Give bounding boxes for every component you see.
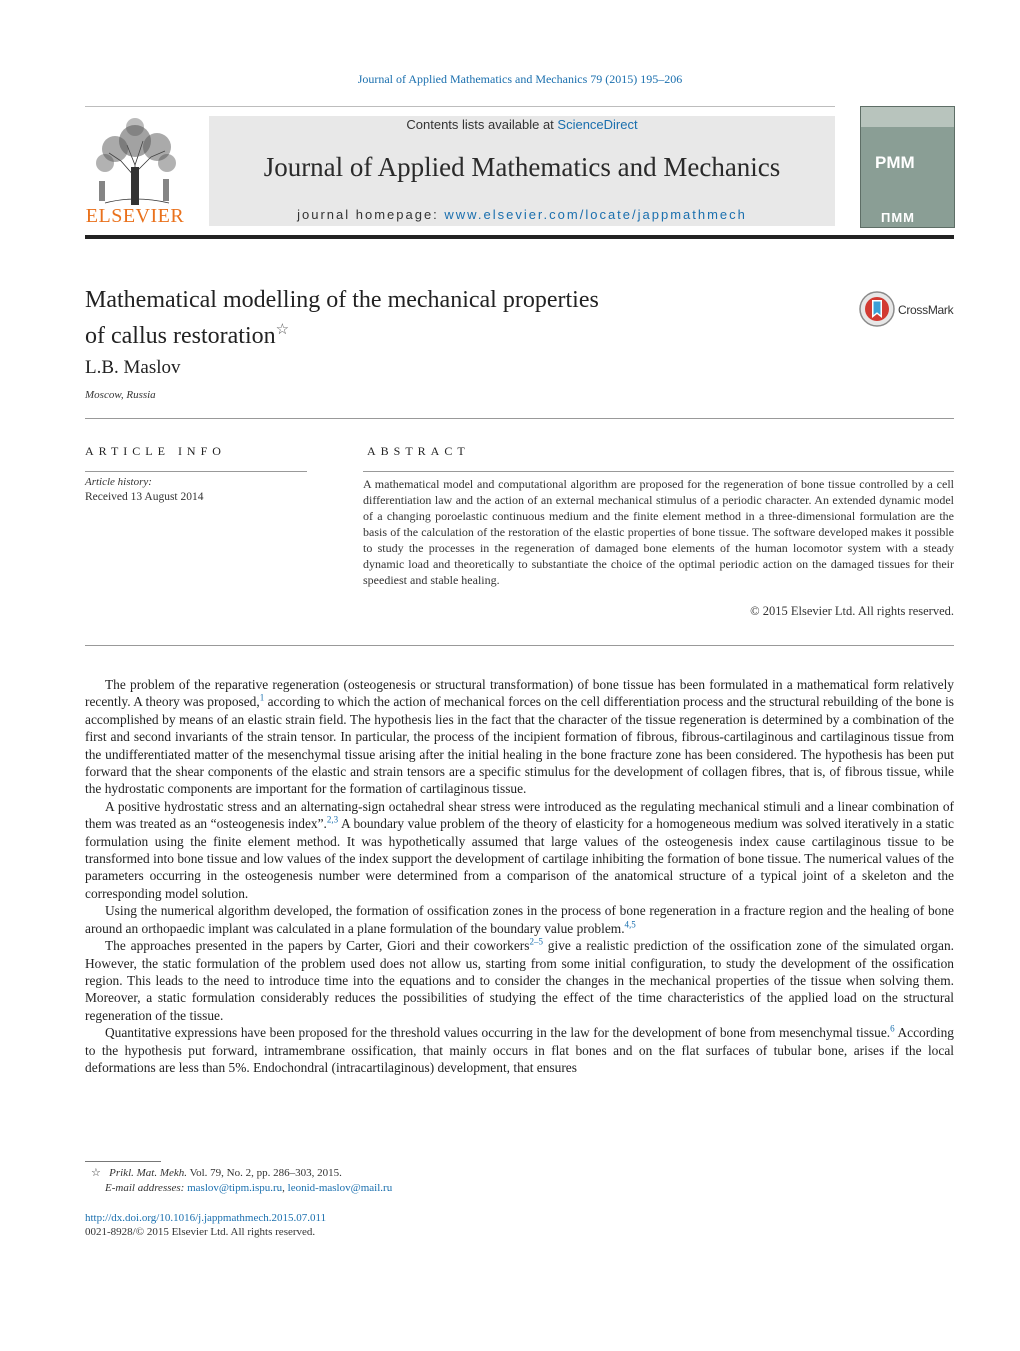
body-paragraph <box>85 798 954 902</box>
citation-ref[interactable]: 2–5 <box>529 936 543 947</box>
paragraph-text: A positive hydrostatic stress and an alternating-sign octahedral shear stress were introduced as the regulating mechanical stimuli and a linear combination of them was treated as an “osteogenesis index”. <box>85 798 954 832</box>
paragraph-text: give a realistic prediction of the ossification zone of the simulated organ. However, the static formulation of the problem used does not allow us, starting from some initial configuration, to study the development of the ossification region. This leads to the need to introduce time into the equations and to consider the changes in the mechanical properties of the tissue when solving them. Moreover, a static formulation considerably reduces the possibilities of studying the effect of the time characteristics of the applied load on the structural regeneration of the tissue. <box>85 938 954 1023</box>
abstract-heading: ABSTRACT <box>367 444 470 458</box>
issn-line: 0021-8928/© 2015 Elsevier Ltd. All rights reserved. <box>85 1226 316 1238</box>
crossmark-badge[interactable] <box>858 290 958 330</box>
contents-prefix: Contents lists available at <box>406 117 558 132</box>
abstract-text: A mathematical model and computational algorithm are proposed for the regeneration of bone tissue controlled by a cell differentiation law and the action of an external mechanical stimulus of a periodic character. An extended dynamic model of a changing poroelastic continuous medium and the finite element method in a three-dimensional formulation are the basis of the calculation of the restoration of the elastic properties of bone tissue. The software developed makes it possible to study the processes in the regeneration of damaged bone elements of the human locomotor system with a steady dynamic load and theoretically to substantiate the choice of the optimal periodic action on the damaged tissues for their speediest and stable healing. <box>363 477 954 587</box>
crossmark-label: CrossMark <box>898 303 954 317</box>
journal-cover[interactable] <box>860 106 955 228</box>
body-paragraph <box>85 676 954 798</box>
homepage-prefix: journal homepage: <box>297 207 445 222</box>
paragraph-text: according to which the action of mechanical forces on the cell differentiation process and the structural rebuilding of the bone is accomplished by means of an elastic strain field. The hypothesis lies in the fact that the character of the tissue regeneration is determined by a combination of the first and second invariants of the strain tensor. In particular, the process of the incipient formation of fibrous, fibrous-cartilaginous and cartilaginous tissue from the undifferentiated matter of the mesenchymal tissue arising after the initial healing in the bone fracture zone has been considered. The hypothesis has been put forward that the shear components of the elastic and strain tensors are a specific stimulus for the development of collagen fibres, that is, of fibrous tissue, while the hydrostatic components are important for the formation of cartilaginous tissue. <box>85 694 955 797</box>
body-paragraph <box>85 1024 954 1076</box>
footnote-emails <box>105 1182 392 1194</box>
history-label: Article history: <box>85 476 152 488</box>
footnote-journal-abbrev: Prikl. Mat. Mekh. <box>109 1167 188 1179</box>
doi-link[interactable]: http://dx.doi.org/10.1016/j.jappmathmech.2015.07.011 <box>85 1212 327 1224</box>
citation-ref[interactable]: 6 <box>890 1023 895 1034</box>
elsevier-logo[interactable] <box>85 115 185 228</box>
journal-title: Journal of Applied Mathematics and Mechanics <box>263 152 781 182</box>
article-body <box>85 676 954 1076</box>
header-bottom-rule <box>85 235 954 239</box>
article-title <box>85 285 805 351</box>
citation-ref[interactable]: 1 <box>259 692 265 703</box>
contents-line <box>209 117 835 132</box>
journal-citation[interactable]: Journal of Applied Mathematics and Mechanics 79 (2015) 195–206 <box>357 72 683 86</box>
cover-emblem: PMM <box>875 153 915 172</box>
footnote-star: ☆ <box>91 1167 101 1179</box>
journal-header <box>209 116 835 226</box>
header-top-rule <box>85 106 835 107</box>
paragraph-text: The approaches presented in the papers by Carter, Giori and their coworkers <box>105 938 530 954</box>
abstract-copyright: © 2015 Elsevier Ltd. All rights reserved. <box>750 604 954 618</box>
section-rule <box>85 418 954 419</box>
author-name: L.B. Maslov <box>85 357 181 378</box>
tree-icon <box>85 115 185 207</box>
homepage-link[interactable]: www.elsevier.com/locate/jappmathmech <box>444 207 747 222</box>
paragraph-text: Using the numerical algorithm developed, the formation of ossification zones in the process of bone regeneration in a fracture region and the healing of bone around an orthopaedic implant was calculated in a plane formulation of the boundary value problem. <box>85 903 954 936</box>
footnote-rule <box>85 1161 161 1162</box>
paragraph-text: The problem of the reparative regeneration (osteogenesis or structural transformation) of bone tissue has been formulated in a mathematical form relatively recently. A theory was proposed, <box>85 677 954 710</box>
body-paragraph <box>85 902 954 937</box>
citation-ref[interactable]: 4,5 <box>624 919 636 930</box>
homepage-line <box>209 207 835 222</box>
title-line-1: Mathematical modelling of the mechanical properties <box>85 287 599 313</box>
cover-caption: ПММ <box>881 210 916 225</box>
paragraph-text: According to the hypothesis put forward, intramembrane ossification, that mainly occurs in flat bones and on the flat surfaces of tubular bone, arises if the local deformations are less than 5%. Endochondral (intracartilaginous) development, that ensures <box>85 1025 954 1075</box>
article-info-rule <box>85 471 307 472</box>
footnote-journal <box>91 1166 342 1179</box>
body-rule <box>85 645 954 646</box>
email-link-1[interactable]: maslov@tipm.ispu.ru <box>187 1182 283 1194</box>
received-date: Received 13 August 2014 <box>85 491 204 503</box>
footnote-journal-details: Vol. 79, No. 2, pp. 286–303, 2015. <box>187 1167 342 1179</box>
title-line-2: of callus restoration <box>85 323 276 349</box>
email-separator: , <box>282 1182 288 1194</box>
crossmark-icon <box>858 290 896 328</box>
paragraph-text: A boundary value problem of the theory of elasticity for a homogeneous medium was solved iteratively in a static formulation using the finite element method. It was hypothetically assumed that large values of the osteogenesis index cause cartilaginous tissue to be transformed into bone tissue and low values of the index support the development of cartilage inhibiting the formation of bone tissue. The numerical values of the parameters occurring in the osteogenesis number were determined from a comparison of the anatomical structure of a typical joint of a skeleton and the corresponding model solution. <box>85 816 955 901</box>
paragraph-text: Quantitative expressions have been proposed for the threshold values occurring in the law for the development of bone from mesenchymal tissue. <box>105 1025 891 1041</box>
cover-band <box>861 107 954 127</box>
elsevier-wordmark: ELSEVIER <box>85 205 185 227</box>
email-link-2[interactable]: leonid-maslov@mail.ru <box>287 1182 393 1194</box>
sciencedirect-link[interactable]: ScienceDirect <box>557 117 638 132</box>
title-footnote-mark[interactable]: ☆ <box>275 322 290 338</box>
email-label: E-mail addresses: <box>105 1182 188 1194</box>
article-info-heading: ARTICLE INFO <box>85 444 226 458</box>
author-affiliation: Moscow, Russia <box>85 389 156 401</box>
body-paragraph <box>85 937 954 1024</box>
citation-ref[interactable]: 2,3 <box>326 814 339 825</box>
abstract-rule <box>363 471 954 472</box>
